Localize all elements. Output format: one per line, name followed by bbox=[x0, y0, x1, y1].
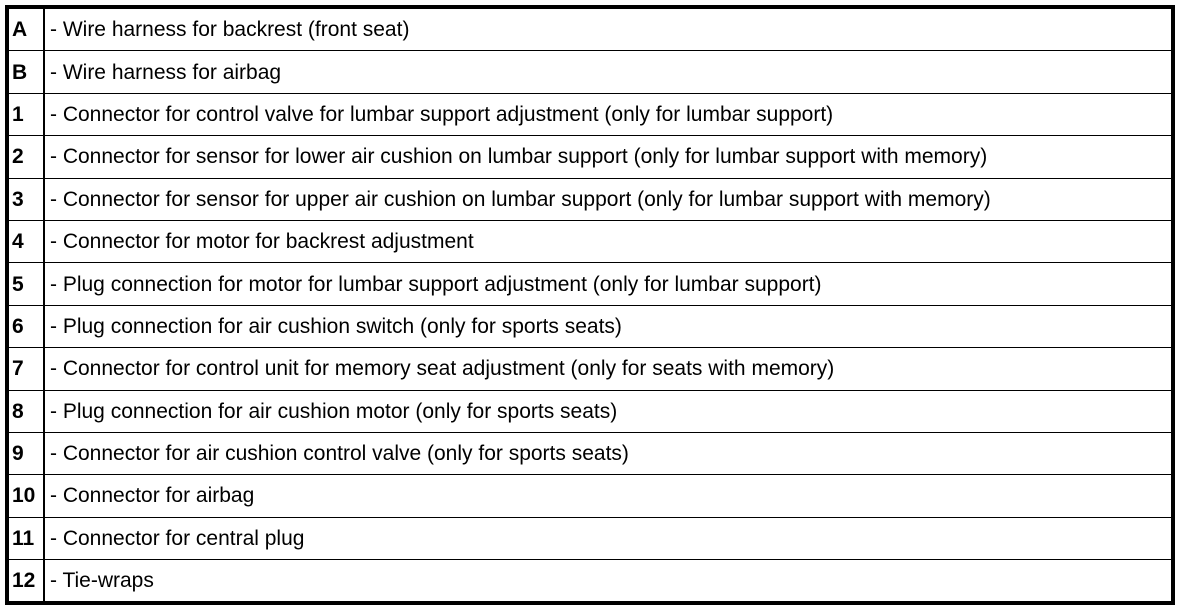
legend-description: - Connector for airbag bbox=[44, 475, 1173, 517]
legend-description: - Connector for air cushion control valve (only for sports seats) bbox=[44, 432, 1173, 474]
table-row bbox=[7, 560, 1173, 604]
legend-key: 4 bbox=[7, 220, 44, 262]
table-row bbox=[7, 390, 1173, 432]
legend-description: - Connector for control valve for lumbar support adjustment (only for lumbar support) bbox=[44, 93, 1173, 135]
table-row bbox=[7, 305, 1173, 347]
legend-key: 3 bbox=[7, 178, 44, 220]
legend-key: 7 bbox=[7, 348, 44, 390]
legend-key: 9 bbox=[7, 432, 44, 474]
legend-description: - Wire harness for backrest (front seat) bbox=[44, 7, 1173, 51]
legend-description: - Plug connection for air cushion motor (only for sports seats) bbox=[44, 390, 1173, 432]
table-row bbox=[7, 178, 1173, 220]
legend-key: 12 bbox=[7, 560, 44, 604]
table-row bbox=[7, 263, 1173, 305]
legend-key: 8 bbox=[7, 390, 44, 432]
legend-description: - Wire harness for airbag bbox=[44, 51, 1173, 93]
legend-description: - Plug connection for motor for lumbar support adjustment (only for lumbar support) bbox=[44, 263, 1173, 305]
legend-table bbox=[5, 5, 1175, 605]
table-row bbox=[7, 432, 1173, 474]
legend-description: - Connector for motor for backrest adjustment bbox=[44, 220, 1173, 262]
table-row bbox=[7, 93, 1173, 135]
legend-key: 11 bbox=[7, 517, 44, 559]
table-row bbox=[7, 51, 1173, 93]
legend-description: - Tie-wraps bbox=[44, 560, 1173, 604]
legend-description: - Plug connection for air cushion switch (only for sports seats) bbox=[44, 305, 1173, 347]
legend-description: - Connector for sensor for upper air cushion on lumbar support (only for lumbar support with memory) bbox=[44, 178, 1173, 220]
legend-description: - Connector for central plug bbox=[44, 517, 1173, 559]
table-row bbox=[7, 348, 1173, 390]
legend-table-body bbox=[7, 7, 1173, 603]
legend-key: A bbox=[7, 7, 44, 51]
legend-key: 5 bbox=[7, 263, 44, 305]
table-row bbox=[7, 220, 1173, 262]
legend-key: 10 bbox=[7, 475, 44, 517]
legend-key: 1 bbox=[7, 93, 44, 135]
legend-key: B bbox=[7, 51, 44, 93]
legend-description: - Connector for sensor for lower air cushion on lumbar support (only for lumbar support with memory) bbox=[44, 136, 1173, 178]
table-row bbox=[7, 475, 1173, 517]
legend-key: 2 bbox=[7, 136, 44, 178]
legend-key: 6 bbox=[7, 305, 44, 347]
table-row bbox=[7, 517, 1173, 559]
table-row bbox=[7, 7, 1173, 51]
legend-description: - Connector for control unit for memory seat adjustment (only for seats with memory) bbox=[44, 348, 1173, 390]
table-row bbox=[7, 136, 1173, 178]
